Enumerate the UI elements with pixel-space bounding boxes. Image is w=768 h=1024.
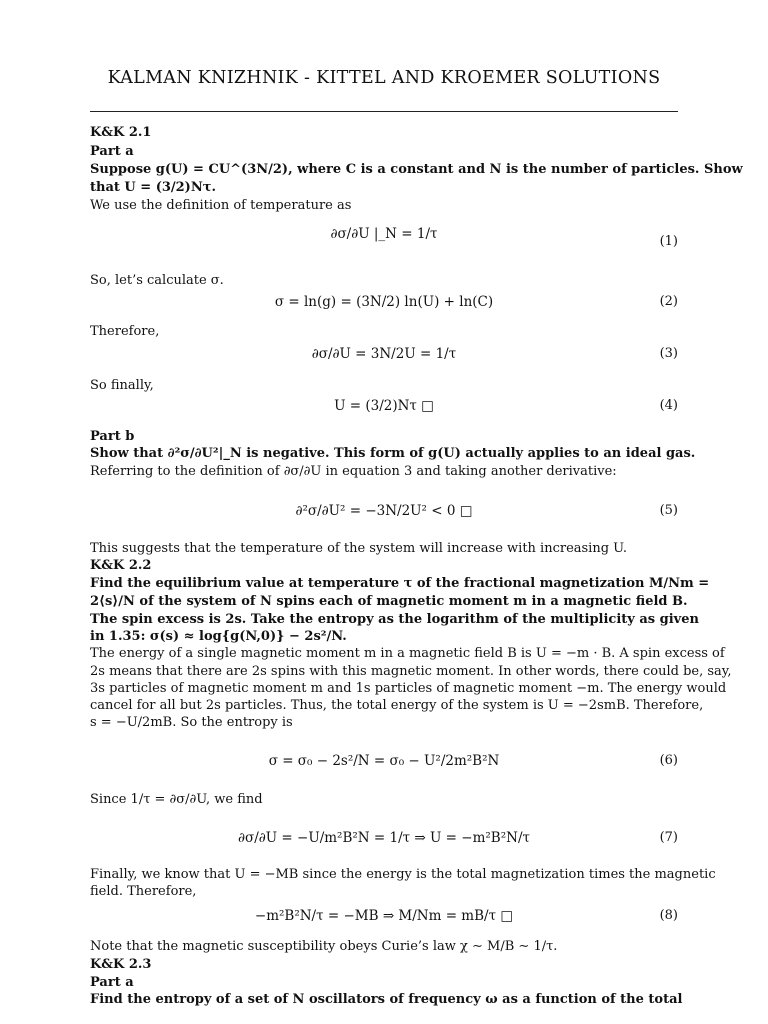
paragraph-finally-line-2: field. Therefore, [90, 884, 197, 899]
paragraph-energy-line-2: 2s means that there are 2s spins with this magnetic moment. In other words, there could be, say, [90, 664, 732, 679]
equation-8-body: −m²B²N/τ = −MB ⇒ M/Nm = mB/τ □ [254, 908, 514, 924]
equation-5-body: ∂²σ/∂U² = −3N/2U² < 0 □ [295, 503, 473, 519]
paragraph-so-finally: So finally, [90, 378, 154, 393]
paragraph-intro: We use the definition of temperature as [90, 198, 352, 213]
equation-4-number: (4) [659, 398, 678, 413]
equation-3-number: (3) [659, 346, 678, 361]
equation-3 [90, 340, 678, 374]
section-heading-2-1: K&K 2.1 [90, 125, 152, 140]
equation-2-number: (2) [659, 294, 678, 309]
equation-5-number: (5) [659, 503, 678, 518]
part-b-statement: Show that ∂²σ/∂U²|_N is negative. This form of g(U) actually applies to an ideal gas. [90, 446, 696, 461]
equation-5 [90, 494, 678, 528]
problem-2-1-statement-line-1: Suppose g(U) = CU^(3N/2), where C is a constant and N is the number of particles. Show [90, 162, 743, 177]
equation-4 [90, 392, 678, 426]
paragraph-calc-sigma: So, let’s calculate σ. [90, 273, 224, 288]
paragraph-referring: Referring to the definition of ∂σ/∂U in equation 3 and taking another derivative: [90, 464, 617, 479]
header-rule [90, 111, 678, 112]
equation-2 [90, 288, 678, 322]
equation-8 [90, 900, 678, 934]
paragraph-since: Since 1/τ = ∂σ/∂U, we find [90, 792, 263, 807]
section-heading-2-3: K&K 2.3 [90, 957, 152, 972]
problem-2-3-statement-line-1: Find the entropy of a set of N oscillators of frequency ω as a function of the total [90, 992, 683, 1007]
part-a-heading: Part a [90, 144, 134, 159]
equation-7 [90, 822, 678, 856]
section-heading-2-2: K&K 2.2 [90, 558, 152, 573]
problem-2-2-statement-line-4: in 1.35: σ(s) ≈ log{g(N,0)} − 2s²/N. [90, 629, 347, 644]
paragraph-suggests: This suggests that the temperature of the system will increase with increasing U. [90, 541, 628, 556]
equation-7-body: ∂σ/∂U = −U/m²B²N = 1/τ ⇒ U = −m²B²N/τ [238, 830, 530, 846]
paragraph-energy-line-5: s = −U/2mB. So the entropy is [90, 715, 293, 730]
equation-3-body: ∂σ/∂U = 3N/2U = 1/τ [311, 346, 457, 362]
paragraph-energy-line-3: 3s particles of magnetic moment m and 1s particles of magnetic moment −m. The energy would [90, 681, 727, 696]
part-b-heading: Part b [90, 429, 135, 444]
paragraph-finally-line-1: Finally, we know that U = −MB since the energy is the total magnetization times the magnetic [90, 867, 716, 882]
paragraph-energy-line-1: The energy of a single magnetic moment m in a magnetic field B is U = −m · B. A spin excess of [90, 646, 725, 661]
paragraph-curie-note: Note that the magnetic susceptibility obeys Curie’s law χ ∼ M/B ∼ 1/τ. [90, 939, 558, 954]
problem-2-2-statement-line-1: Find the equilibrium value at temperature τ of the fractional magnetization M/Nm = [90, 576, 710, 591]
paragraph-therefore: Therefore, [90, 324, 160, 339]
problem-2-1-statement-line-2: that U = (3/2)Nτ. [90, 180, 216, 195]
equation-1-number: (1) [659, 234, 678, 249]
equation-1-body: ∂σ/∂U |_N = 1/τ [330, 226, 438, 242]
paragraph-energy-line-4: cancel for all but 2s particles. Thus, the total energy of the system is U = −2smB. Therefore, [90, 698, 704, 713]
equation-8-number: (8) [659, 908, 678, 923]
problem-2-2-statement-line-2: 2⟨s⟩/N of the system of N spins each of magnetic moment m in a magnetic field B. [90, 594, 688, 609]
equation-6 [90, 745, 678, 779]
equation-4-body: U = (3/2)Nτ □ [334, 398, 434, 414]
part-a-heading-2-3: Part a [90, 975, 134, 990]
page-header-title: KALMAN KNIZHNIK - KITTEL AND KROEMER SOLUTIONS [107, 68, 661, 88]
equation-1 [90, 226, 678, 266]
equation-7-number: (7) [659, 830, 678, 845]
equation-2-body: σ = ln(g) = (3N/2) ln(U) + ln(C) [274, 294, 494, 310]
equation-6-number: (6) [659, 753, 678, 768]
equation-6-body: σ = σ₀ − 2s²/N = σ₀ − U²/2m²B²N [268, 753, 500, 769]
problem-2-2-statement-line-3: The spin excess is 2s. Take the entropy as the logarithm of the multiplicity as given [90, 612, 699, 627]
